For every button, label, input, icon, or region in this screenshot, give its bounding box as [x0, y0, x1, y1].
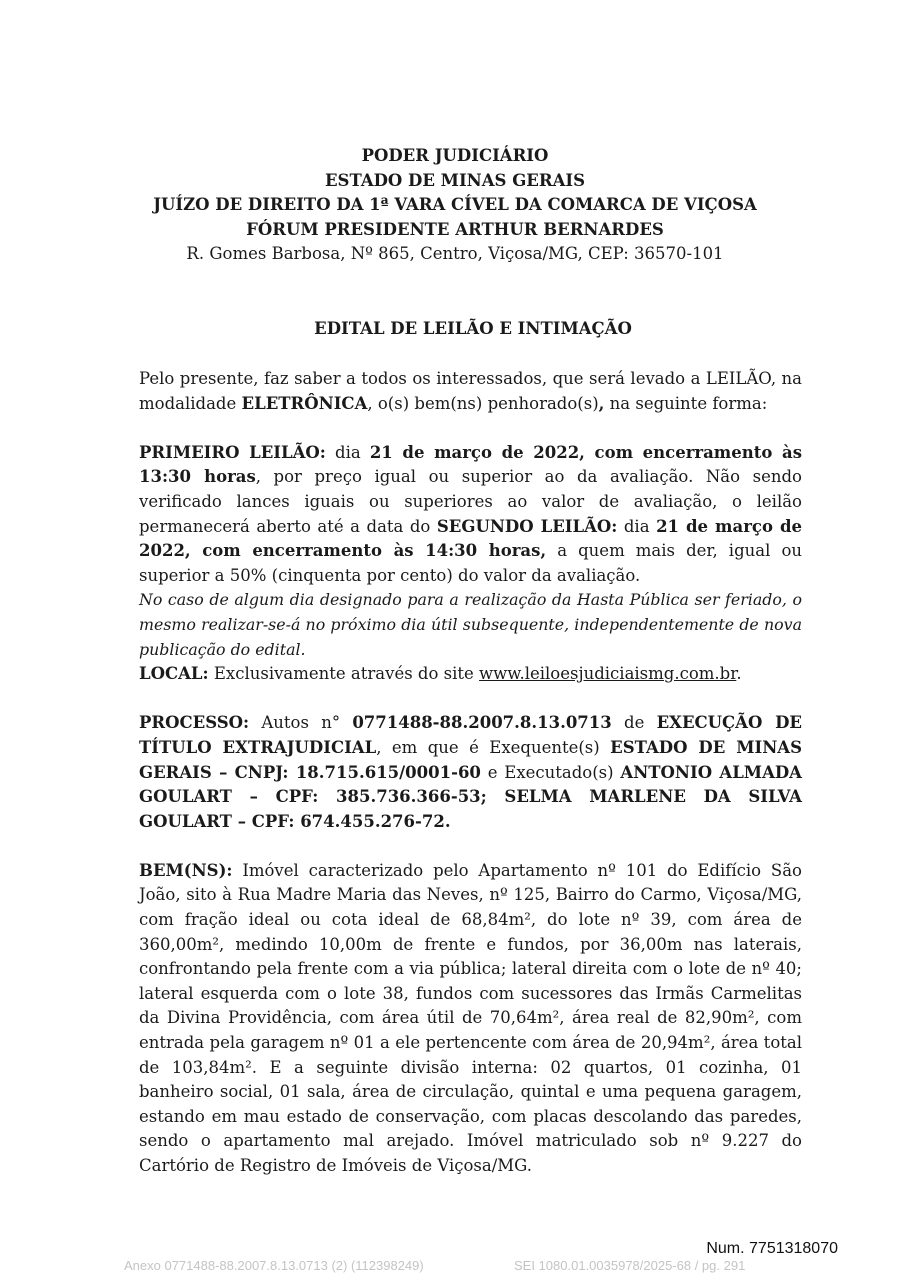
intro-paragraph [139, 367, 802, 416]
process-plaintiff: ESTADO DE MINAS GERAIS – CNPJ: 18.715.615/0001-60 [139, 737, 803, 782]
first-auction-date: 21 de março de 2022, com encerramento às 13:30 horas [139, 442, 802, 487]
property-label: BEM(NS): [139, 860, 233, 880]
process-text-4: e Executado(s) [480, 762, 621, 782]
local-paragraph [139, 662, 802, 687]
intro-comma: , [598, 393, 605, 413]
auction-site-link[interactable]: www.leiloesjudiciaismg.com.br [479, 664, 737, 684]
intro-modality: ELETRÔNICA [241, 393, 368, 413]
process-label: PROCESSO: [139, 713, 250, 733]
first-auction-label: PRIMEIRO LEILÃO: [139, 442, 326, 462]
property-description: Imóvel caracterizado pelo Apartamento nº 101 do Edifício São João, sito à Rua Madre Maria das Neves, nº 125, Bairro do Carmo, Viçosa/MG, com fração ideal ou cota ideal de 68,84m², do lote nº 39, com área de 360,00m², medindo 10,00m de frente e fundos, por 36,00m nas laterais, confrontando pela frente com a via pública; lateral direita com o lote de nº 40; lateral esquerda com o lote 38, fundos com sucessores das Irmãs Carmelitas da Divina Providência, com área útil de 70,64m², área real de 82,90m², com entrada pela garagem nº 01 a ele pertencente com área de 20,94m², área total de 103,84m². E a seguinte divisão interna: 02 quartos, 01 cozinha, 01 banheiro social, 01 sala, área de circulação, quintal e uma pequena garagem, estando em mau estado de conservação, com placas descolando das paredes, sendo o apartamento mal arejado. Imóvel matriculado sob nº 9.227 do Cartório de Registro de Imóveis de Viçosa/MG. [139, 860, 802, 1175]
header-line-judiciary: PODER JUDICIÁRIO [361, 146, 549, 165]
header-line-state: ESTADO DE MINAS GERAIS [324, 170, 586, 190]
process-text-1: Autos n° [249, 713, 353, 733]
auction-text-3: dia [617, 516, 657, 536]
auction-text-2: , por preço igual ou superior ao da avaliação. Não sendo verificado lances iguais ou superiores ao valor de avaliação, o leilão permanecerá aberto até a data do [139, 467, 802, 536]
holiday-note: No caso de algum dia designado para a realização da Hasta Pública ser feriado, o mesmo realizar-se-á no próximo dia útil subsequente, independentemente de nova publicação do edital. [139, 590, 802, 659]
header-line-forum: FÓRUM PRESIDENTE ARTHUR BERNARDES [246, 219, 664, 239]
footer-attachment-reference: Anexo 0771488-88.2007.8.13.0713 (2) (112398249) [124, 1258, 424, 1273]
auction-text-1: dia [325, 442, 370, 462]
intro-text-3: na seguinte forma: [604, 393, 768, 413]
paragraph-gap [139, 687, 802, 712]
auction-text-4: a quem mais der, igual ou superior a 50% (cinquenta por cento) do valor da avaliação. [139, 541, 803, 585]
process-text-2: de [611, 713, 657, 733]
process-number: 0771488-88.2007.8.13.0713 [352, 713, 612, 733]
paragraph-gap [139, 416, 802, 441]
intro-text-2: , o(s) bem(ns) penhorado(s) [367, 393, 599, 413]
document-title: EDITAL DE LEILÃO E INTIMAÇÃO [314, 319, 632, 338]
footer-sei-reference: SEI 1080.01.0035978/2025-68 / pg. 291 [514, 1258, 746, 1273]
second-auction-date: 21 de março de 2022, com encerramento às 14:30 horas, [139, 516, 802, 561]
local-text: Exclusivamente através do site [208, 664, 480, 684]
page-number: Num. 7751318070 [706, 1240, 838, 1257]
header-line-court: JUÍZO DE DIREITO DA 1ª VARA CÍVEL DA COMARCA DE VIÇOSA [153, 195, 757, 214]
header-address: R. Gomes Barbosa, Nº 865, Centro, Viçosa/MG, CEP: 36570-101 [186, 244, 724, 263]
local-label: LOCAL: [139, 664, 209, 684]
intro-text-1: Pelo presente, faz saber a todos os interessados, que será levado a LEILÃO, na modalidade [139, 369, 802, 413]
paragraph-gap [139, 834, 802, 859]
document-header [0, 144, 910, 267]
process-type: EXECUÇÃO DE TÍTULO EXTRAJUDICIAL [139, 713, 802, 757]
property-paragraph [139, 859, 802, 1179]
second-auction-label: SEGUNDO LEILÃO: [436, 516, 618, 536]
process-paragraph [139, 711, 802, 834]
auction-paragraph [139, 441, 802, 589]
document-body [139, 367, 802, 1179]
local-end: . [736, 664, 742, 684]
process-text-3: , em que é Exequente(s) [376, 737, 611, 757]
process-defendants: ANTONIO ALMADA GOULART – CPF: 385.736.366-53; SELMA MARLENE DA SILVA GOULART – CPF: 674.455.276-72. [139, 762, 802, 831]
